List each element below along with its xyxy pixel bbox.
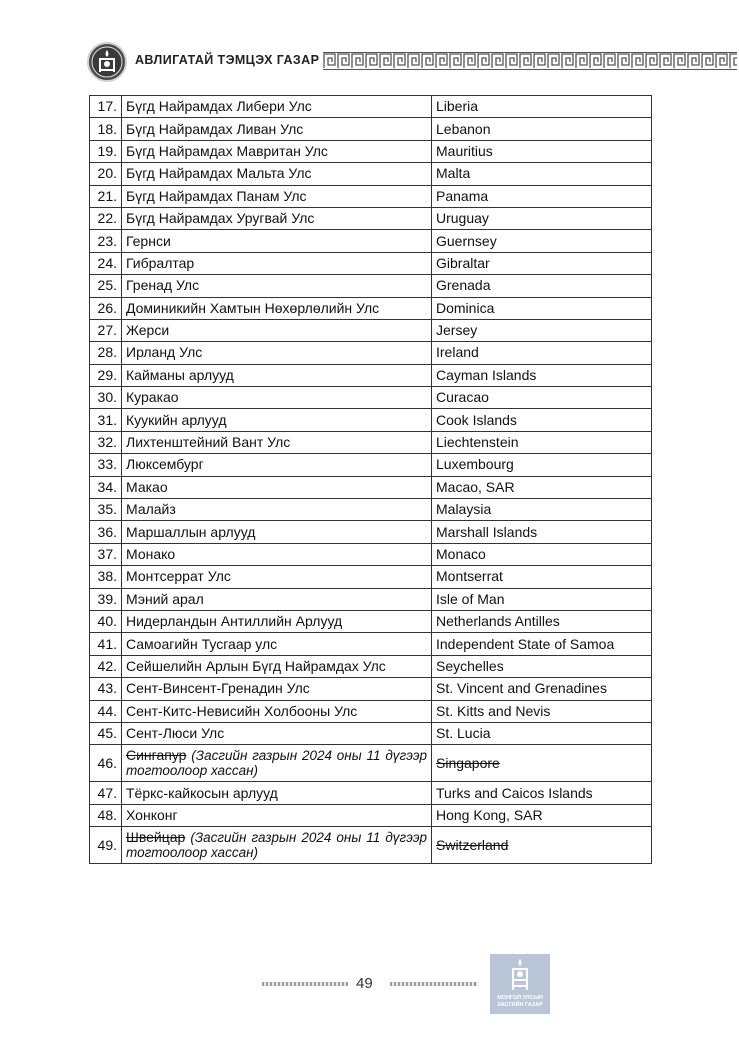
table-row bbox=[90, 588, 652, 610]
mongolian-name-cell: Кайманы арлууд bbox=[122, 364, 432, 386]
mongolian-name-cell: Бүгд Найрамдах Мавритан Улс bbox=[122, 140, 432, 162]
english-name-cell: Panama bbox=[432, 185, 652, 207]
row-number: 43. bbox=[90, 678, 122, 700]
english-name-cell: Malta bbox=[432, 163, 652, 185]
english-name-cell: Netherlands Antilles bbox=[432, 610, 652, 632]
footer-ornament-left bbox=[262, 982, 348, 986]
english-name-cell: Dominica bbox=[432, 297, 652, 319]
table-row bbox=[90, 275, 652, 297]
row-number: 35. bbox=[90, 499, 122, 521]
english-name-cell: Seychelles bbox=[432, 655, 652, 677]
row-number: 36. bbox=[90, 521, 122, 543]
row-number: 22. bbox=[90, 207, 122, 229]
english-name-cell: Macao, SAR bbox=[432, 476, 652, 498]
row-number: 46. bbox=[90, 745, 122, 782]
table-row bbox=[90, 476, 652, 498]
table-row bbox=[90, 230, 652, 252]
table-row bbox=[90, 431, 652, 453]
mongolian-name-cell: Доминикийн Хамтын Нөхөрлөлийн Улс bbox=[122, 297, 432, 319]
english-name-cell: Guernsey bbox=[432, 230, 652, 252]
table-row bbox=[90, 655, 652, 677]
meander-border-ornament bbox=[323, 52, 737, 70]
row-number: 24. bbox=[90, 252, 122, 274]
english-name-cell: Curacao bbox=[432, 387, 652, 409]
row-number: 31. bbox=[90, 409, 122, 431]
mongolian-name-cell: Куракао bbox=[122, 387, 432, 409]
table-body-tail bbox=[90, 745, 652, 864]
struck-country-name: Швейцар bbox=[126, 829, 186, 846]
row-number: 44. bbox=[90, 700, 122, 722]
mongolian-name-cell: Макао bbox=[122, 476, 432, 498]
mongolian-name-cell: Монтсеррат Улс bbox=[122, 566, 432, 588]
table-row bbox=[90, 118, 652, 140]
english-name-cell: Grenada bbox=[432, 275, 652, 297]
mongolian-name-cell: Нидерландын Антиллийн Арлууд bbox=[122, 610, 432, 632]
table-row bbox=[90, 96, 652, 118]
mongolian-name-cell: Бүгд Найрамдах Мальта Улс bbox=[122, 163, 432, 185]
table-row bbox=[90, 387, 652, 409]
mongolian-name-cell: Бүгд Найрамдах Панам Улс bbox=[122, 185, 432, 207]
row-number: 26. bbox=[90, 297, 122, 319]
table-row bbox=[90, 521, 652, 543]
table-body bbox=[90, 96, 652, 745]
row-number: 32. bbox=[90, 431, 122, 453]
table-row bbox=[90, 678, 652, 700]
country-list-table bbox=[89, 95, 652, 864]
english-name-cell: Jersey bbox=[432, 319, 652, 341]
table-row bbox=[90, 207, 652, 229]
soyombo-icon bbox=[510, 958, 530, 994]
english-name-cell: Turks and Caicos Islands bbox=[432, 782, 652, 804]
table-row bbox=[90, 364, 652, 386]
row-number: 17. bbox=[90, 96, 122, 118]
english-name-cell bbox=[432, 745, 652, 782]
row-number: 18. bbox=[90, 118, 122, 140]
organization-name: АВЛИГАТАЙ ТЭМЦЭХ ГАЗАР bbox=[135, 53, 320, 67]
table-row bbox=[90, 163, 652, 185]
english-name-cell: Cayman Islands bbox=[432, 364, 652, 386]
english-name-cell: Independent State of Samoa bbox=[432, 633, 652, 655]
mongolian-name-cell bbox=[122, 745, 432, 782]
english-name-cell: Monaco bbox=[432, 543, 652, 565]
removal-note: (Засгийн газрын 2024 оны 11 дүгээр тогтоолоор хассан) bbox=[126, 830, 427, 861]
english-name-cell: Gibraltar bbox=[432, 252, 652, 274]
table-row bbox=[90, 185, 652, 207]
english-name-cell: Liberia bbox=[432, 96, 652, 118]
table-row bbox=[90, 700, 652, 722]
english-name-cell: St. Lucia bbox=[432, 722, 652, 744]
row-number: 20. bbox=[90, 163, 122, 185]
table-row bbox=[90, 566, 652, 588]
table-row bbox=[90, 342, 652, 364]
english-name-cell: Montserrat bbox=[432, 566, 652, 588]
mongolian-name-cell: Сейшелийн Арлын Бүгд Найрамдах Улс bbox=[122, 655, 432, 677]
mongolian-name-cell: Гренад Улс bbox=[122, 275, 432, 297]
mongolian-name-cell: Сент-Люси Улс bbox=[122, 722, 432, 744]
table-row bbox=[90, 409, 652, 431]
mongolian-name-cell: Гернси bbox=[122, 230, 432, 252]
english-name-cell: Mauritius bbox=[432, 140, 652, 162]
table-row bbox=[90, 297, 652, 319]
row-number: 37. bbox=[90, 543, 122, 565]
government-logo-text: МОНГОЛ УЛСЫН ЗАСГИЙН ГАЗАР bbox=[497, 995, 543, 1008]
mongolian-name-cell: Хонконг bbox=[122, 804, 432, 826]
row-number: 28. bbox=[90, 342, 122, 364]
mongolian-name-cell: Куукийн арлууд bbox=[122, 409, 432, 431]
government-logo bbox=[490, 954, 550, 1014]
english-name-cell: Uruguay bbox=[432, 207, 652, 229]
table-row bbox=[90, 319, 652, 341]
english-name-cell: Malaysia bbox=[432, 499, 652, 521]
table-row bbox=[90, 499, 652, 521]
english-name-cell: Liechtenstein bbox=[432, 431, 652, 453]
struck-english-name: Switzerland bbox=[436, 836, 509, 853]
mongolian-name-cell: Жерси bbox=[122, 319, 432, 341]
mongolian-name-cell: Малайз bbox=[122, 499, 432, 521]
table-row bbox=[90, 543, 652, 565]
table-row-46 bbox=[90, 745, 652, 782]
table-row bbox=[90, 633, 652, 655]
row-number: 30. bbox=[90, 387, 122, 409]
english-name-cell bbox=[432, 827, 652, 864]
row-number: 39. bbox=[90, 588, 122, 610]
mongolian-name-cell: Сент-Китс-Невисийн Холбооны Улс bbox=[122, 700, 432, 722]
struck-english-name: Singapore bbox=[436, 754, 500, 771]
mongolian-name-cell bbox=[122, 827, 432, 864]
table-row bbox=[90, 722, 652, 744]
english-name-cell: Isle of Man bbox=[432, 588, 652, 610]
row-number: 19. bbox=[90, 140, 122, 162]
row-number: 45. bbox=[90, 722, 122, 744]
row-number: 41. bbox=[90, 633, 122, 655]
table-row-47 bbox=[90, 782, 652, 804]
mongolian-name-cell: Мэний арал bbox=[122, 588, 432, 610]
english-name-cell: Luxembourg bbox=[432, 454, 652, 476]
english-name-cell: St. Vincent and Grenadines bbox=[432, 678, 652, 700]
english-name-cell: Lebanon bbox=[432, 118, 652, 140]
english-name-cell: Marshall Islands bbox=[432, 521, 652, 543]
row-number: 40. bbox=[90, 610, 122, 632]
english-name-cell: St. Kitts and Nevis bbox=[432, 700, 652, 722]
mongolian-name-cell: Лихтенштейний Вант Улс bbox=[122, 431, 432, 453]
row-number: 27. bbox=[90, 319, 122, 341]
row-number: 47. bbox=[90, 782, 122, 804]
mongolian-name-cell: Ирланд Улс bbox=[122, 342, 432, 364]
english-name-cell: Hong Kong, SAR bbox=[432, 804, 652, 826]
struck-country-name: Сингапур bbox=[126, 747, 187, 764]
row-number: 29. bbox=[90, 364, 122, 386]
row-number: 25. bbox=[90, 275, 122, 297]
mongolian-name-cell: Сент-Винсент-Гренадин Улс bbox=[122, 678, 432, 700]
soyombo-emblem-icon bbox=[87, 42, 127, 82]
english-name-cell: Ireland bbox=[432, 342, 652, 364]
row-number: 48. bbox=[90, 804, 122, 826]
mongolian-name-cell: Монако bbox=[122, 543, 432, 565]
table-row-49 bbox=[90, 827, 652, 864]
mongolian-name-cell: Бүгд Найрамдах Либери Улс bbox=[122, 96, 432, 118]
english-name-cell: Cook Islands bbox=[432, 409, 652, 431]
table-row bbox=[90, 252, 652, 274]
page-number: 49 bbox=[356, 975, 373, 992]
row-number: 49. bbox=[90, 827, 122, 864]
page-header bbox=[87, 42, 732, 82]
row-number: 38. bbox=[90, 566, 122, 588]
mongolian-name-cell: Маршаллын арлууд bbox=[122, 521, 432, 543]
footer-ornament-right bbox=[390, 982, 478, 986]
row-number: 34. bbox=[90, 476, 122, 498]
mongolian-name-cell: Тёркс-кайкосын арлууд bbox=[122, 782, 432, 804]
mongolian-name-cell: Люксембург bbox=[122, 454, 432, 476]
mongolian-name-cell: Бүгд Найрамдах Уругвай Улс bbox=[122, 207, 432, 229]
table-row bbox=[90, 140, 652, 162]
row-number: 42. bbox=[90, 655, 122, 677]
mongolian-name-cell: Бүгд Найрамдах Ливан Улс bbox=[122, 118, 432, 140]
mongolian-name-cell: Гибралтар bbox=[122, 252, 432, 274]
row-number: 23. bbox=[90, 230, 122, 252]
table-row bbox=[90, 454, 652, 476]
table-row bbox=[90, 610, 652, 632]
row-number: 33. bbox=[90, 454, 122, 476]
row-number: 21. bbox=[90, 185, 122, 207]
table-row-48 bbox=[90, 804, 652, 826]
removal-note: (Засгийн газрын 2024 оны 11 дүгээр тогтоолоор хассан) bbox=[126, 748, 427, 779]
mongolian-name-cell: Самоагийн Тусгаар улс bbox=[122, 633, 432, 655]
